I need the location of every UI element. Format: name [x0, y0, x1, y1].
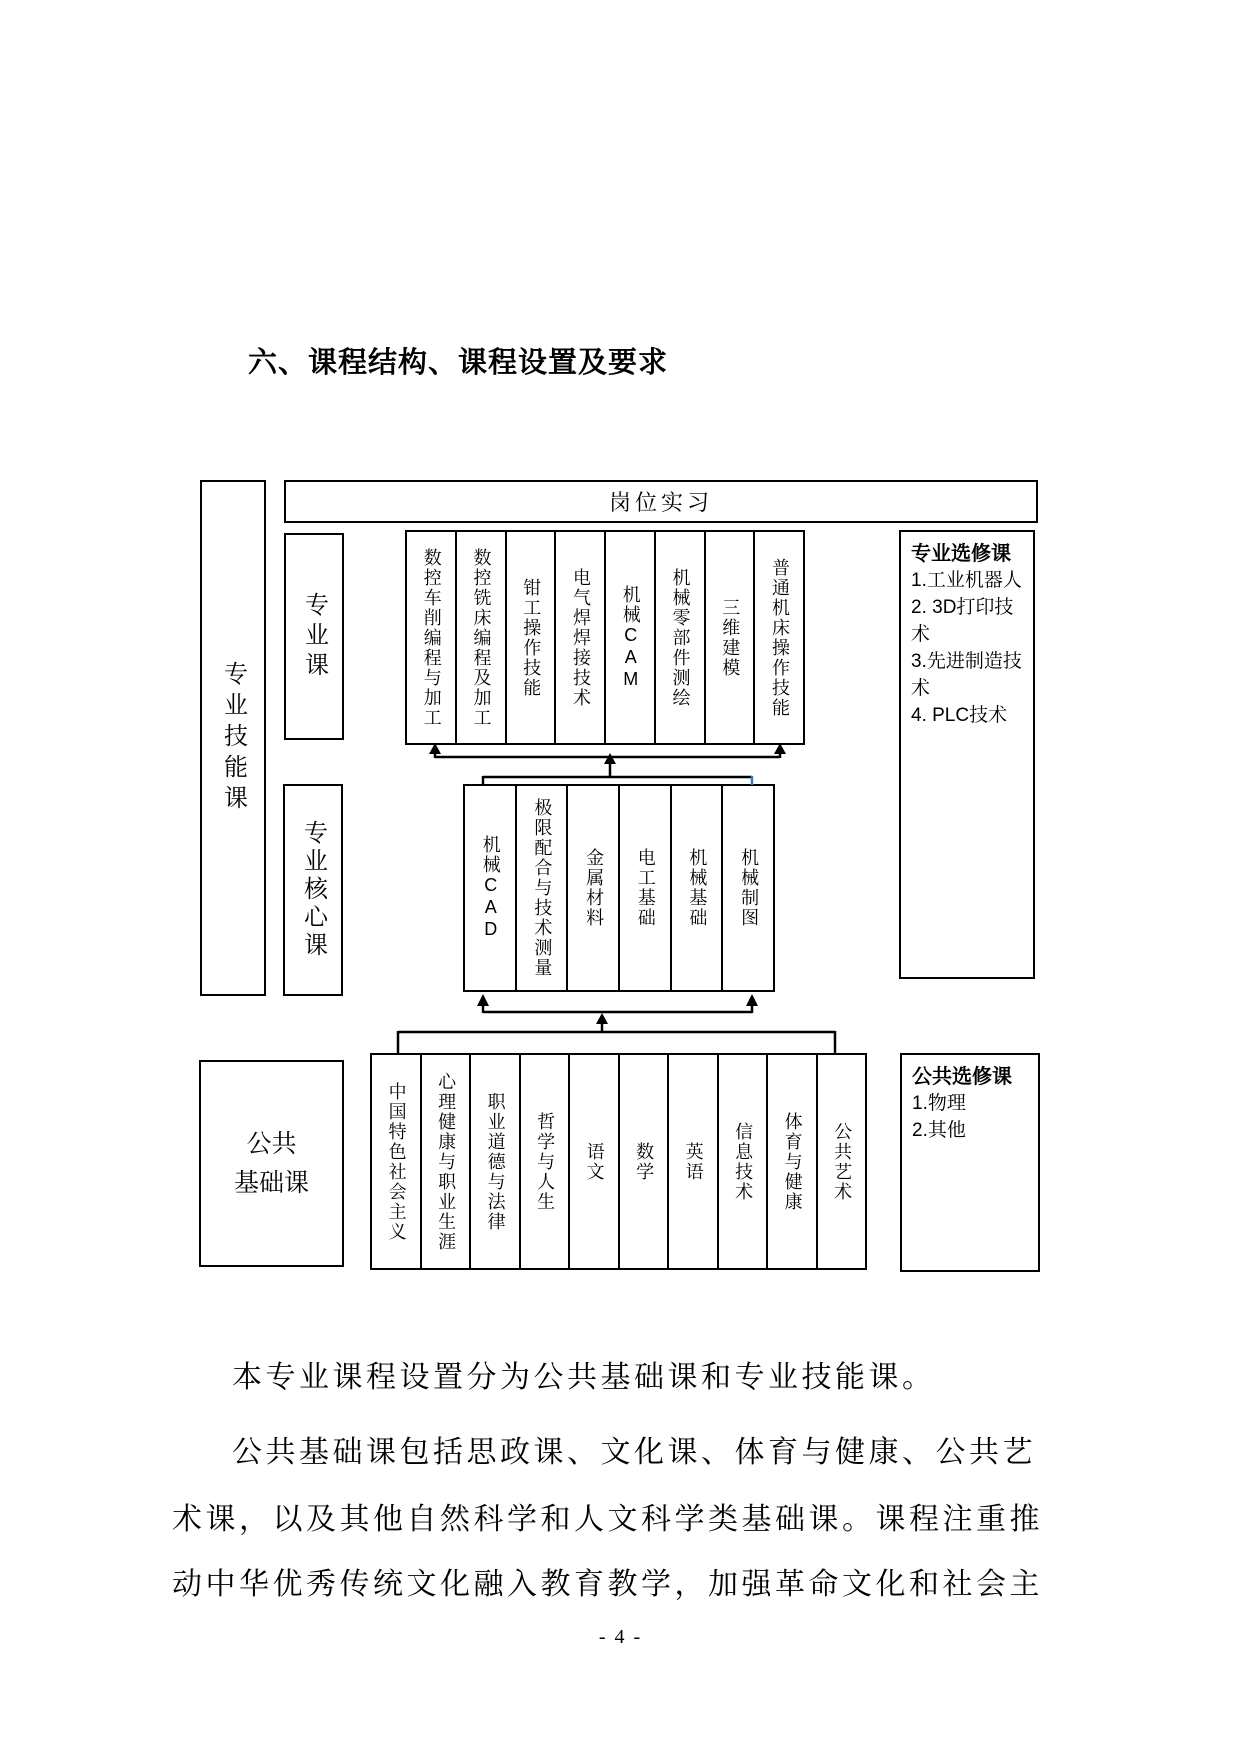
core-course-label-box [283, 784, 343, 996]
course-cell [723, 786, 773, 990]
core-course-group [463, 784, 775, 992]
public-basic-label-box [199, 1060, 344, 1267]
page-number: - 4 - [598, 1626, 643, 1648]
course-name: 数控车削编程与加工 [421, 547, 442, 728]
elective-item: 1.物理 [912, 1093, 966, 1115]
public-electives-box [900, 1053, 1040, 1272]
professional-course-label: 专业课 [300, 591, 328, 682]
course-name: 机械制图 [739, 848, 760, 928]
course-name: 哲学与人生 [535, 1111, 556, 1212]
body-paragraph-2-line-1: 公共基础课包括思政课、文化课、体育与健康、公共艺 [232, 1436, 1036, 1469]
course-cell [457, 532, 507, 743]
course-name: 机械基础 [687, 848, 708, 928]
connector-bottom-roof [398, 1031, 835, 1054]
professional-electives-title: 专业选修课 [911, 543, 1011, 565]
elective-item: 2. 3D打印技术 [911, 597, 1014, 646]
course-name: 职业道德与法律 [485, 1091, 506, 1232]
professional-course-group [405, 530, 805, 745]
course-cell [407, 532, 457, 743]
course-cell [471, 1055, 521, 1268]
internship-box [284, 480, 1038, 523]
professional-electives-box [899, 530, 1035, 979]
course-cell [620, 786, 672, 990]
public-basic-label-line2: 基础课 [233, 1168, 309, 1197]
course-cell [422, 1055, 472, 1268]
course-name: 电气焊焊接技术 [571, 567, 592, 708]
course-cell [521, 1055, 571, 1268]
connector-core-to-professional [429, 743, 786, 777]
elective-item: 4. PLC技术 [911, 705, 1008, 727]
body-paragraph-1: 本专业课程设置分为公共基础课和专业技能课。 [232, 1361, 936, 1394]
public-electives-title: 公共选修课 [912, 1066, 1012, 1088]
course-name: 信息技术 [733, 1121, 754, 1202]
body-paragraph-2-line-2: 术课，以及其他自然科学和人文科学类基础课。课程注重推 [172, 1503, 1043, 1536]
course-cell [768, 1055, 818, 1268]
course-name: 英语 [683, 1141, 704, 1182]
course-cell [517, 786, 569, 990]
course-cell [568, 786, 620, 990]
course-name: 心理健康与职业生涯 [436, 1071, 457, 1252]
elective-item: 2.其他 [912, 1120, 966, 1142]
course-cell [669, 1055, 719, 1268]
course-name: 电工基础 [635, 848, 656, 928]
course-cell [570, 1055, 620, 1268]
course-cell [620, 1055, 670, 1268]
public-basic-label-line1: 公共 [246, 1129, 297, 1158]
core-course-label: 专业核心课 [299, 820, 327, 960]
body-paragraph-2-line-3: 动中华优秀传统文化融入教育教学，加强革命文化和社会主 [172, 1568, 1043, 1601]
course-name: 语文 [584, 1141, 605, 1182]
course-cell [606, 532, 656, 743]
course-name: 机械CAM [620, 584, 641, 691]
course-name: 体育与健康 [782, 1111, 803, 1212]
course-cell [755, 532, 803, 743]
course-cell [556, 532, 606, 743]
course-cell [372, 1055, 422, 1268]
public-course-group [370, 1053, 867, 1270]
course-cell [465, 786, 517, 990]
course-cell [818, 1055, 866, 1268]
course-name: 机械CAD [480, 835, 501, 941]
course-cell [672, 786, 724, 990]
skill-category-box [200, 480, 266, 996]
professional-course-label-box [284, 533, 344, 740]
section-heading: 六、课程结构、课程设置及要求 [248, 347, 669, 379]
course-name: 金属材料 [584, 848, 605, 928]
course-cell [507, 532, 557, 743]
elective-item: 1.工业机器人 [911, 570, 1022, 592]
course-cell [719, 1055, 769, 1268]
course-cell [656, 532, 706, 743]
elective-item: 3.先进制造技术 [911, 651, 1022, 700]
course-name: 数学 [634, 1141, 655, 1182]
course-name: 中国特色社会主义 [386, 1081, 407, 1242]
internship-label: 岗位实习 [608, 490, 713, 515]
course-name: 钳工操作技能 [521, 577, 542, 698]
course-name: 数控铣床编程及加工 [471, 547, 492, 728]
course-name: 三维建模 [720, 597, 741, 678]
course-name: 极限配合与技术测量 [532, 798, 553, 978]
skill-category-label: 专业技能课 [219, 660, 247, 816]
course-cell [706, 532, 756, 743]
course-name: 普通机床操作技能 [770, 557, 791, 718]
course-name: 公共艺术 [832, 1121, 853, 1202]
course-name: 机械零部件测绘 [670, 567, 691, 708]
connector-public-to-core [477, 994, 758, 1032]
